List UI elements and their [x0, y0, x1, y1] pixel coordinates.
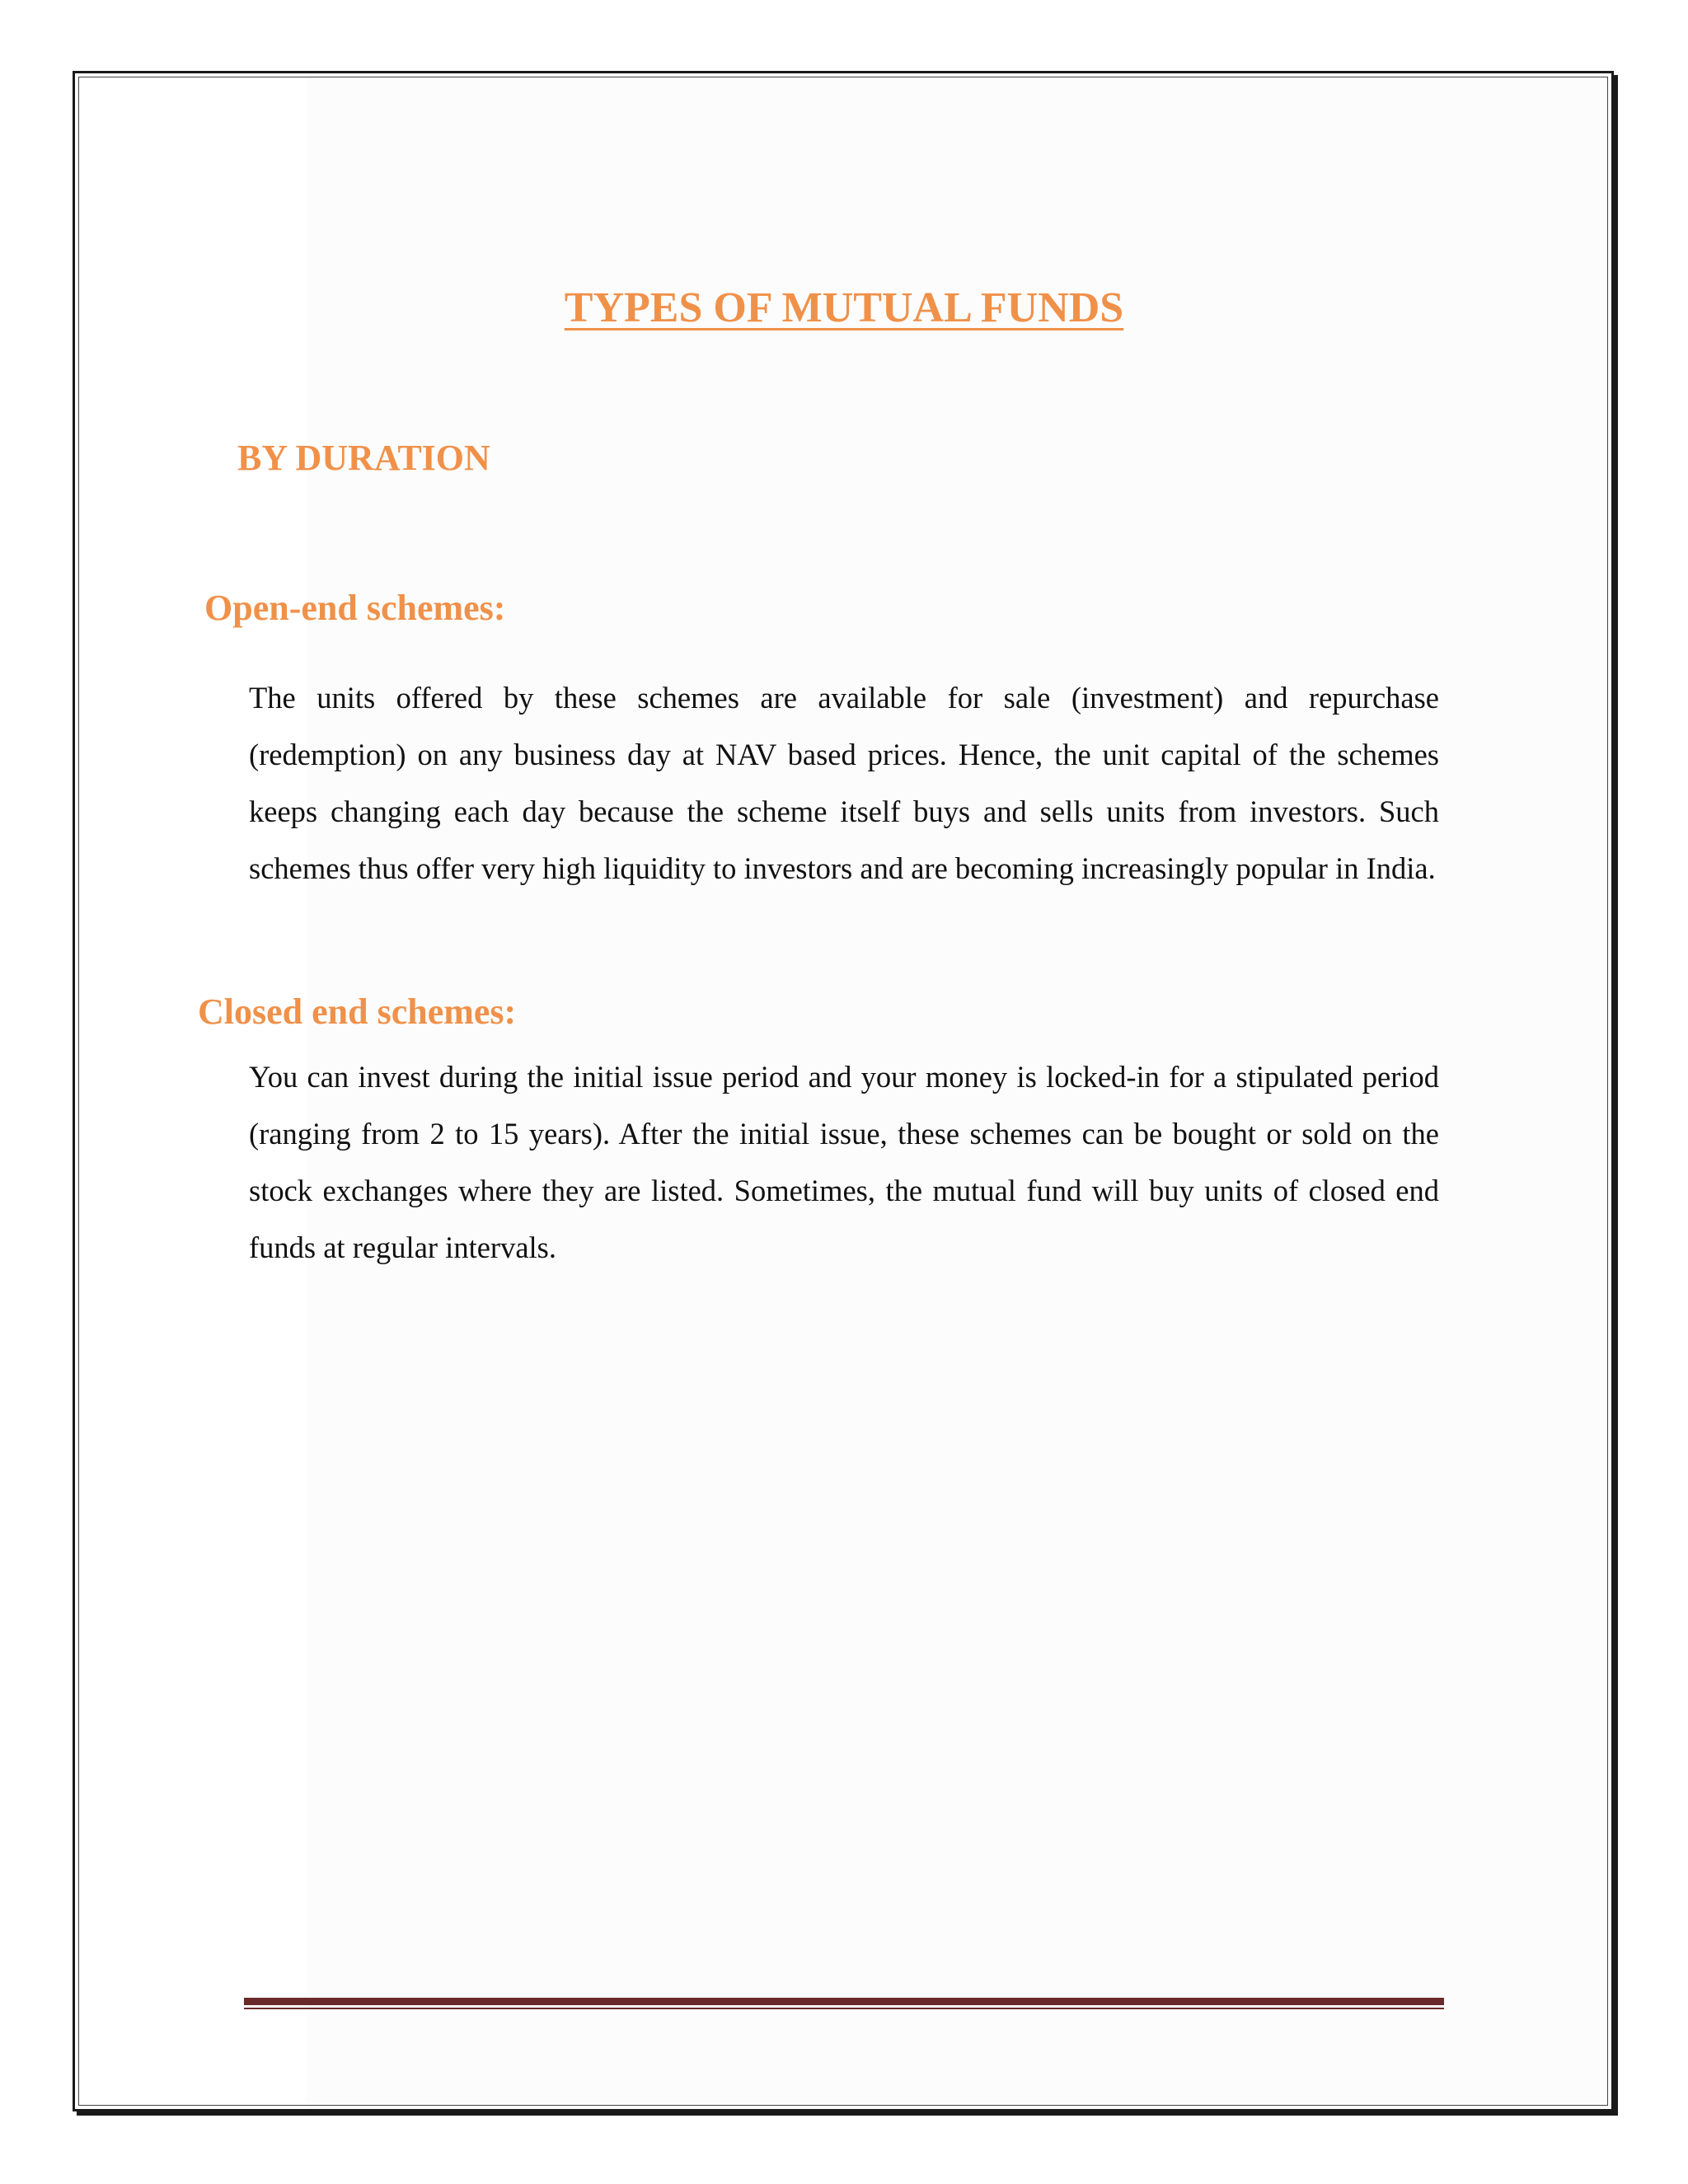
closed-end-heading: Closed end schemes:: [198, 991, 517, 1032]
footer-rule-thin: [244, 2008, 1444, 2009]
page-title: TYPES OF MUTUAL FUNDS: [564, 284, 1124, 331]
open-end-paragraph: The units offered by these schemes are available for sale (investment) and repurchase (redemption) on any business day at NAV based prices. Hence, the unit capital of the schemes keeps changing each day because the scheme itself buys and sells units from investors. Such schemes thus offer very high liquidity to investors and are becoming increasingly popular in India.: [249, 681, 1439, 885]
closed-end-paragraph: You can invest during the initial issue period and your money is locked-in for a stipulated period (ranging from 2 to 15 years). After the initial issue, these schemes can be bought or sold on the stock exchanges where they are listed. Sometimes, the mutual fund will buy units of closed end funds at regular intervals.: [249, 1060, 1439, 1264]
footer-rule: [244, 1998, 1444, 2005]
open-end-heading: Open-end schemes:: [204, 588, 506, 628]
section-heading-by-duration: BY DURATION: [237, 438, 490, 478]
